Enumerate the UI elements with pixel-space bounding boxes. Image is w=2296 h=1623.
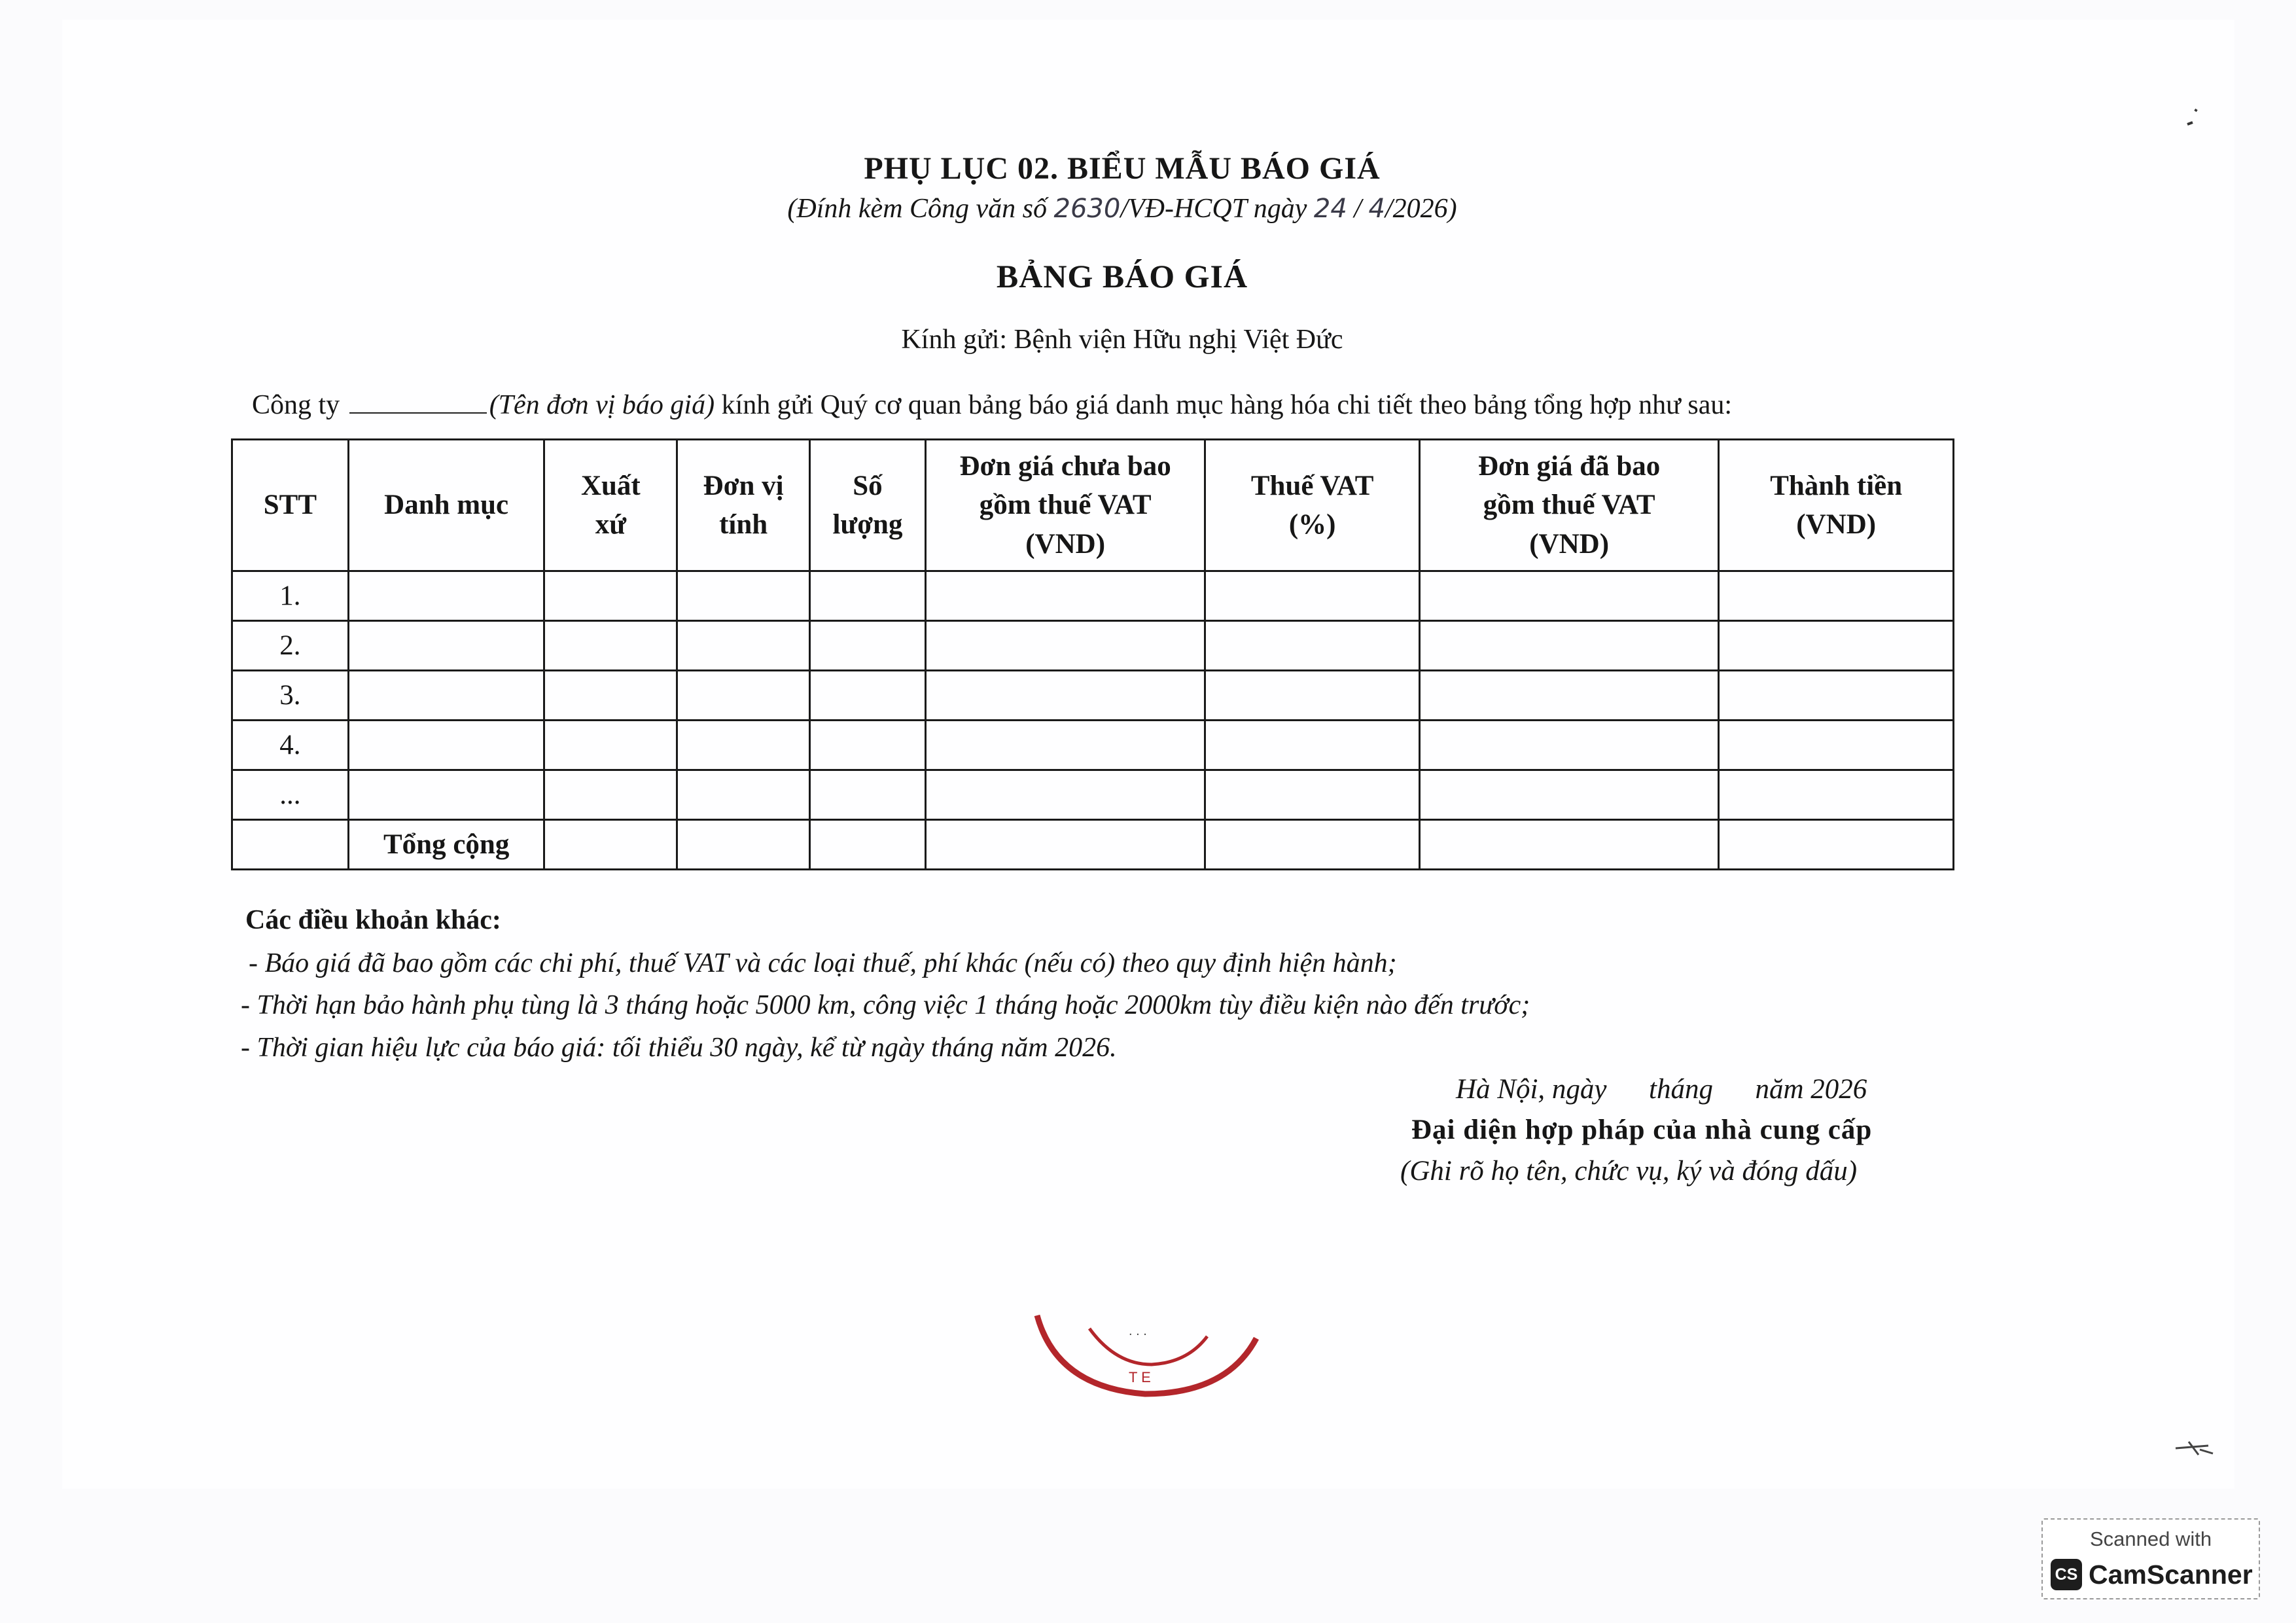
column-header <box>348 440 544 571</box>
empty-cell <box>1205 721 1420 770</box>
camscanner-badge <box>2041 1518 2260 1599</box>
column-header-line: Danh mục <box>384 490 509 521</box>
subtitle-prefix: (Đính kèm Công văn số <box>787 194 1048 224</box>
empty-cell <box>348 571 544 621</box>
subtitle-middle: /VĐ-HCQT ngày <box>1120 194 1307 224</box>
company-label: Công ty <box>252 390 340 420</box>
empty-cell <box>810 770 926 820</box>
column-header <box>810 440 926 571</box>
empty-cell <box>925 621 1205 671</box>
column-header-line: Đơn vị <box>703 470 784 501</box>
scan-artifact-marks <box>2182 62 2221 141</box>
empty-cell <box>925 770 1205 820</box>
document-title: PHỤ LỤC 02. BIỂU MẪU BÁO GIÁ <box>864 151 1381 186</box>
empty-cell <box>544 820 677 870</box>
empty-cell <box>1205 671 1420 721</box>
empty-cell <box>348 621 544 671</box>
signature-representative: Đại diện hợp pháp của nhà cung cấp <box>1411 1115 1873 1145</box>
empty-cell <box>544 621 677 671</box>
column-header <box>232 440 349 571</box>
signature-date-line: Hà Nội, ngày tháng năm 2026 <box>1456 1074 1867 1105</box>
empty-cell <box>677 721 810 770</box>
empty-cell <box>925 820 1205 870</box>
empty-cell <box>925 571 1205 621</box>
column-header-line: Xuất <box>580 470 641 501</box>
empty-cell <box>348 721 544 770</box>
empty-cell <box>1419 671 1718 721</box>
term-item: - Báo giá đã bao gồm các chi phí, thuế VAT và các loại thuế, phí khác (nếu có) theo quy định hiện hành; <box>249 948 1397 978</box>
column-header-line: (VND) <box>1025 528 1106 560</box>
company-name-blank <box>349 393 487 414</box>
column-header <box>925 440 1205 571</box>
empty-cell <box>544 770 677 820</box>
camscanner-logo-icon: CS <box>2051 1559 2082 1590</box>
table-header-row <box>232 440 1954 571</box>
column-header <box>1419 440 1718 571</box>
empty-cell <box>925 721 1205 770</box>
red-stamp-fragment <box>1031 1302 1279 1414</box>
column-header <box>677 440 810 571</box>
terms-heading: Các điều khoản khác: <box>245 905 501 935</box>
empty-cell <box>1719 721 1954 770</box>
empty-cell <box>544 571 677 621</box>
row-number: 4. <box>232 721 349 770</box>
column-header-line: Đơn giá đã bao <box>1478 451 1661 482</box>
term-item: - Thời gian hiệu lực của báo giá: tối thiểu 30 ngày, kể từ ngày tháng năm 2026. <box>241 1033 1117 1063</box>
company-placeholder: (Tên đơn vị báo giá) <box>489 390 715 420</box>
column-header <box>544 440 677 571</box>
handwritten-month: 4 <box>1368 194 1385 224</box>
empty-cell <box>1419 820 1718 870</box>
empty-cell <box>1205 571 1420 621</box>
table-body <box>232 571 1954 870</box>
empty-cell <box>348 770 544 820</box>
column-header-line: (VND) <box>1796 509 1877 540</box>
empty-cell <box>1419 770 1718 820</box>
empty-cell <box>1719 820 1954 870</box>
column-header <box>1205 440 1420 571</box>
empty-cell <box>810 571 926 621</box>
empty-cell <box>544 721 677 770</box>
empty-cell <box>677 770 810 820</box>
empty-cell <box>925 671 1205 721</box>
camscanner-name: CamScanner <box>2089 1560 2253 1590</box>
column-header-line: (VND) <box>1529 528 1610 560</box>
handwritten-day: 24 <box>1313 194 1347 224</box>
column-header-line: (%) <box>1288 509 1336 540</box>
svg-text:. . .: . . . <box>1129 1324 1147 1338</box>
date-separator: / <box>1354 194 1362 224</box>
intro-paragraph <box>252 389 1732 421</box>
signature-note: (Ghi rõ họ tên, chức vụ, ký và đóng dấu) <box>1400 1156 1858 1186</box>
empty-cell <box>1719 671 1954 721</box>
intro-text: kính gửi Quý cơ quan bảng báo giá danh mục hàng hóa chi tiết theo bảng tổng hợp như sau: <box>721 390 1733 420</box>
term-item: - Thời hạn bảo hành phụ tùng là 3 tháng hoặc 5000 km, công việc 1 tháng hoặc 2000km tùy điều kiện nào đến trước; <box>241 990 1530 1020</box>
column-header-line: gồm thuế VAT <box>1483 490 1655 521</box>
empty-cell <box>1419 621 1718 671</box>
total-label: Tổng cộng <box>348 820 544 870</box>
empty-cell <box>677 621 810 671</box>
empty-cell <box>232 820 349 870</box>
scanned-with-label: Scanned with <box>2089 1527 2212 1550</box>
table-row <box>232 571 1954 621</box>
table-row <box>232 721 1954 770</box>
empty-cell <box>544 671 677 721</box>
column-header-line: gồm thuế VAT <box>979 490 1152 521</box>
row-number: ... <box>232 770 349 820</box>
table-row <box>232 770 1954 820</box>
document-page <box>62 20 2234 1489</box>
attachment-reference <box>62 193 2182 224</box>
empty-cell <box>348 671 544 721</box>
column-header-line: lượng <box>832 509 903 540</box>
empty-cell <box>1205 621 1420 671</box>
row-number: 3. <box>232 671 349 721</box>
empty-cell <box>810 721 926 770</box>
table-title: BẢNG BÁO GIÁ <box>996 258 1248 294</box>
quote-table <box>231 438 1954 870</box>
empty-cell <box>1419 571 1718 621</box>
column-header-line: Thuế VAT <box>1250 470 1374 501</box>
recipient-line: Kính gửi: Bệnh viện Hữu nghị Việt Đức <box>901 325 1343 355</box>
empty-cell <box>1205 820 1420 870</box>
total-row <box>232 820 1954 870</box>
row-number: 2. <box>232 621 349 671</box>
svg-text:T E: T E <box>1129 1369 1151 1385</box>
subtitle-suffix: /2026) <box>1385 194 1457 224</box>
empty-cell <box>1719 770 1954 820</box>
empty-cell <box>1719 571 1954 621</box>
empty-cell <box>677 820 810 870</box>
column-header-line: Đơn giá chưa bao <box>959 451 1171 482</box>
table-row <box>232 621 1954 671</box>
column-header <box>1719 440 1954 571</box>
empty-cell <box>1719 621 1954 671</box>
handwritten-doc-number: 2630 <box>1053 194 1121 224</box>
column-header-line: Số <box>853 470 883 501</box>
empty-cell <box>810 621 926 671</box>
column-header-line: xứ <box>595 509 627 540</box>
column-header-line: STT <box>263 490 317 521</box>
empty-cell <box>810 820 926 870</box>
empty-cell <box>677 671 810 721</box>
empty-cell <box>810 671 926 721</box>
empty-cell <box>677 571 810 621</box>
scan-artifact-scribble <box>2172 1436 2218 1463</box>
empty-cell <box>1205 770 1420 820</box>
column-header-line: Thành tiền <box>1770 470 1903 501</box>
row-number: 1. <box>232 571 349 621</box>
empty-cell <box>1419 721 1718 770</box>
column-header-line: tính <box>719 509 768 540</box>
table-row <box>232 671 1954 721</box>
